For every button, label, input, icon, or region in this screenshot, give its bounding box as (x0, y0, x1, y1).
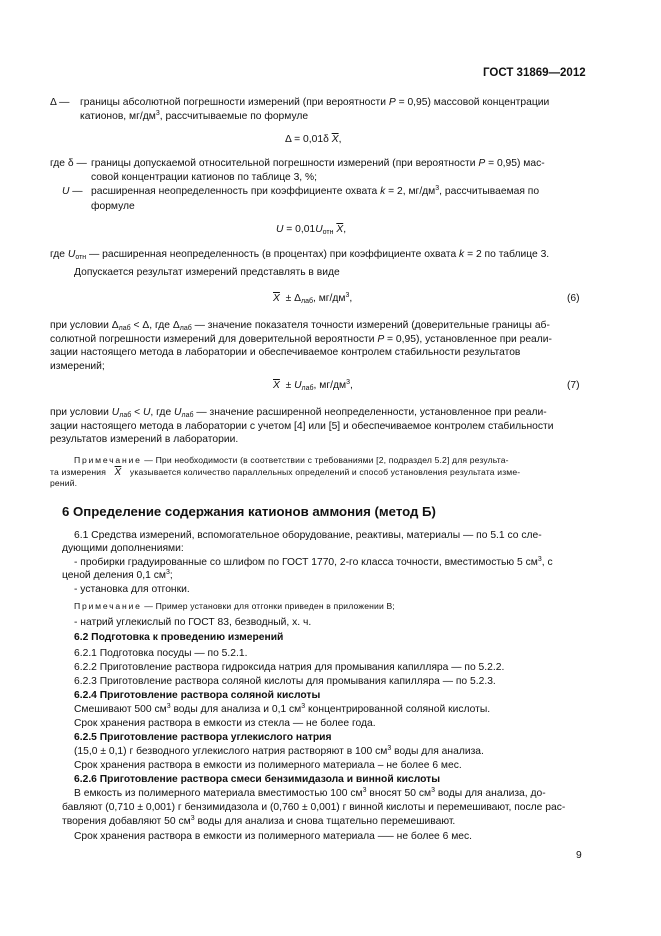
s626-line4: Срок хранения раствора в емкости из полимерного материала —– не более 6 мес. (74, 831, 473, 842)
formula-7-number: (7) (567, 380, 580, 391)
cond6-line4: измерений; (50, 361, 105, 372)
s626-line2: бавляют (0,710 ± 0,001) г бензимидазола и (0,760 ± 0,001) г винной кислоты и перемешивают, после рас- (62, 802, 566, 813)
allowed-representation: Допускается результат измерений представлять в виде (74, 267, 340, 278)
s625-line2: Срок хранения раствора в емкости из полимерного материала – не более 6 мес. (74, 760, 462, 771)
s621: 6.2.1 Подготовка посуды — по 5.2.1. (74, 648, 248, 659)
s624-line2: Срок хранения раствора в емкости из стекла — не более года. (74, 718, 376, 729)
s624-line1: Смешивают 500 $см^3$ воды для анализа и 0,1 $см^3$ концентрированной соляной кислоты. (74, 703, 491, 715)
s61-line5: - установка для отгонки. (74, 584, 190, 595)
cond6-line3: зации настоящего метода в лаборатории и обеспечиваемое контролем стабильности результатов (50, 347, 521, 358)
section-6-heading: 6 Определение содержания катионов аммония (метод Б) (62, 504, 436, 519)
formula-u: $U = 0,01U_{отн}$ $\overline{X}$, (276, 224, 347, 236)
delta-symbol: Δ — (50, 97, 70, 108)
s626-line1: В емкость из полимерного материала вместимостью 100 $см^3$ вносят 50 $см^3$ воды для анализа, до- (74, 787, 546, 799)
s626-line3: творения добавляют 50 $см^3$ воды для анализа и снова тщательно перемешивают. (62, 815, 456, 827)
note1-label: Примечание (74, 455, 142, 465)
cond7-line2: зации настоящего метода в лаборатории с учетом [4] или [5] и обеспечиваемое контролем стабильности (50, 421, 554, 432)
u-definition-line1: расширенная неопределенность при коэффициенте охвата k = 2, $мг/дм^3$, рассчитываемая по (91, 185, 540, 197)
s623: 6.2.3 Приготовление раствора соляной кислоты для промывания капилляра — по 5.2.3. (74, 676, 496, 687)
cond7-line1: при условии $U_{лаб} < U$, где $U_{лаб}$ — значение расширенной неопределенности, установленное при реали- (50, 407, 547, 419)
where-uotn: где $U_{отн}$ — расширенная неопределенность (в процентах) при коэффициенте охвата k = 2 по таблице 3. (50, 249, 550, 261)
u-definition-line2: формуле (91, 201, 135, 212)
page-number: 9 (576, 850, 582, 861)
s625-heading: 6.2.5 Приготовление раствора углекислого натрия (74, 732, 332, 743)
note2-text: — Пример установки для отгонки приведен в приложении В; (144, 601, 395, 611)
document-code: ГОСТ 31869—2012 (483, 67, 586, 79)
s62-heading: 6.2 Подготовка к проведению измерений (74, 632, 284, 643)
cond6-line2: солютной погрешности измерений для доверительной вероятности P = 0,95), установленное при реали- (50, 334, 552, 345)
s61-line2: дующими дополнениями: (62, 543, 184, 554)
cond6-line1: при условии $\Delta_{лаб} < \Delta$, где $\Delta_{лаб}$ — значение показателя точности измерений (доверительные границы аб- (50, 320, 550, 332)
note1-line3: рений. (50, 478, 78, 488)
where-delta-line1: границы допускаемой относительной погрешности измерений (при вероятности P = 0,95) мас- (91, 158, 545, 169)
u-symbol: U — (62, 186, 83, 197)
note1-text2a: та измерения (50, 467, 106, 477)
formula-6: $\overline{X} \pm \Delta_{лаб}$, $мг/дм^3$, (273, 292, 353, 305)
s624-heading: 6.2.4 Приготовление раствора соляной кислоты (74, 690, 321, 701)
s622: 6.2.2 Приготовление раствора гидроксида натрия для промывания капилляра — по 5.2.2. (74, 662, 505, 673)
formula-6-number: (6) (567, 293, 580, 304)
s61-line4: ценой деления 0,1 $см^3$; (62, 569, 173, 581)
delta-definition-line1: границы абсолютной погрешности измерений (при вероятности P = 0,95) массовой концентрации (80, 97, 550, 108)
note2 (74, 601, 395, 612)
note1-text1: — При необходимости (в соответствии с требованиями [2, подраздел 5.2] для результа- (144, 455, 509, 465)
soda-line: - натрий углекислый по ГОСТ 83, безводный, х. ч. (74, 617, 312, 628)
where-delta-line2: совой концентрации катионов по таблице 3, %; (91, 172, 318, 183)
delta-definition-line2: катионов, $мг/дм^3$, рассчитываемые по формуле (80, 110, 309, 122)
note1-text2b: указывается количество параллельных определений и способ установления результата изме- (129, 467, 521, 477)
note2-label: Примечание (74, 601, 142, 611)
s61-line3: - пробирки градуированные со шлифом по ГОСТ 1770, 2-го класса точности, вместимостью 5 $см^3$, с (74, 556, 553, 568)
s625-line1: (15,0 ± 0,1) г безводного углекислого натрия растворяют в 100 $см^3$ воды для анализа. (74, 745, 484, 757)
note1-line1 (74, 455, 509, 466)
s626-heading: 6.2.6 Приготовление раствора смеси бензимидазола и винной кислоты (74, 774, 440, 785)
s61-line1: 6.1 Средства измерений, вспомогательное оборудование, реактивы, материалы — по 5.1 со сле- (74, 530, 542, 541)
formula-7: $\overline{X} \pm U_{лаб}$, $мг/дм^3$, (273, 379, 353, 392)
note1-line2: та измерения $\overline{X}$ указывается количество параллельных определений и способ установления результата изме- (50, 467, 521, 478)
formula-delta: Δ = 0,01δ $\overline{X}$, (285, 134, 342, 145)
where-delta-prefix: где δ — (50, 158, 87, 169)
cond7-line3: результатов измерений в лаборатории. (50, 434, 239, 445)
